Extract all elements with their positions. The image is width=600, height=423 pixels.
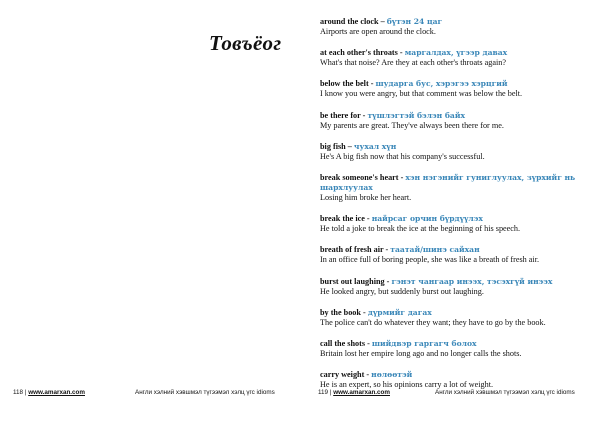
idiom-translation: дүрмийг дагах [367, 307, 432, 317]
idiom-translation: шийдвэр гаргагч болох [371, 338, 477, 348]
page-number: 118 [13, 389, 24, 396]
idiom-example: Britain lost her empire long ago and no longer calls the shots. [320, 348, 522, 358]
idiom-entry [320, 142, 600, 162]
idiom-separator: - [364, 370, 372, 380]
idiom-entry [320, 79, 600, 99]
idiom-example: In an office full of boring people, she was like a breath of fresh air. [320, 255, 540, 265]
footer-separator: | [328, 389, 334, 396]
idiom-phrase: at each other's throats [320, 48, 398, 58]
idiom-phrase: burst out laughing [320, 276, 385, 286]
website-link[interactable]: www.amarxan.com [28, 389, 85, 396]
idiom-example: The police can't do whatever they want; they have to go by the book. [320, 317, 546, 327]
idiom-entry [320, 245, 600, 265]
idiom-translation: нөлөөтэй [371, 370, 413, 380]
idiom-entry [320, 173, 600, 203]
footer-page-ref [13, 388, 85, 398]
idiom-example: My parents are great. They've always been there for me. [320, 120, 504, 130]
footer-separator: | [23, 389, 29, 396]
idiom-example: He looked angry, but suddenly burst out laughing. [320, 286, 484, 296]
idiom-translation: маргалдах, үгээр давах [404, 48, 508, 58]
idiom-separator: - [364, 214, 372, 224]
idiom-entry [320, 277, 600, 297]
idiom-example: He's A big fish now that his company's successful. [320, 151, 485, 161]
idiom-separator: - [360, 110, 368, 120]
idiom-example: He told a joke to break the ice at the beginning of his speech. [320, 224, 521, 234]
idiom-example: I know you were angry, but that comment was below the belt. [320, 89, 523, 99]
idiom-phrase: by the book [320, 307, 361, 317]
idiom-phrase: below the belt [320, 79, 369, 89]
idiom-phrase: carry weight [320, 370, 365, 380]
idiom-phrase: call the shots [320, 338, 366, 348]
idiom-separator: – [378, 17, 387, 26]
idiom-phrase: around the clock [320, 17, 379, 26]
idiom-example: He is an expert, so his opinions carry a lot of weight. [320, 380, 494, 390]
idiom-heading [320, 277, 600, 287]
book-title: Англи хэлний хэвшмэл түгээмэл хэлц үгс idioms [135, 389, 275, 396]
idiom-phrase: breath of fresh air [320, 245, 384, 255]
idiom-heading [320, 79, 600, 89]
idiom-heading [320, 370, 600, 380]
idiom-separator: - [383, 245, 391, 255]
idiom-separator: - [360, 307, 368, 317]
idiom-separator: - [397, 48, 405, 58]
idiom-separator: - [398, 172, 406, 182]
idiom-translation: түшлэгтэй бэлэн байх [367, 110, 465, 120]
idiom-entry [320, 339, 600, 359]
idiom-separator: – [345, 141, 354, 151]
idiom-entry [320, 48, 600, 68]
idiom-separator: - [365, 338, 372, 348]
page-number: 119 [318, 389, 329, 396]
idiom-translation: гэнэт чангаар инээх, тэсэхгүй инээх [391, 276, 553, 286]
idiom-translation: найрсаг орчин бүрдүүлэх [371, 214, 483, 224]
idiom-heading [320, 48, 600, 58]
idiom-entry [320, 17, 600, 37]
idiom-heading [320, 339, 600, 349]
idiom-phrase: break the ice [320, 214, 365, 224]
idiom-phrase: be there for [320, 110, 361, 120]
right-page [300, 0, 600, 423]
idiom-separator: - [384, 276, 392, 286]
idiom-translation: таатай/шинэ сайхан [390, 245, 480, 255]
right-footer [318, 388, 600, 398]
idiom-entry [320, 214, 600, 234]
idiom-separator: - [368, 79, 376, 89]
idiom-phrase: big fish [320, 141, 346, 151]
website-link[interactable]: www.amarxan.com [333, 389, 390, 396]
idiom-heading [320, 111, 600, 121]
idiom-phrase: break someone's heart [320, 172, 399, 182]
idiom-heading [320, 308, 600, 318]
idiom-entry [320, 111, 600, 131]
idiom-example: What's that noise? Are they at each other's throats again? [320, 58, 506, 68]
idiom-translation: бүтэн 24 цаг [386, 17, 443, 26]
idiom-heading [320, 17, 600, 27]
idiom-list [320, 17, 600, 401]
idiom-example: Losing him broke her heart. [320, 192, 412, 202]
section-title: Товъёог [209, 31, 282, 55]
book-title: Англи хэлний хэвшмэл түгээмэл хэлц үгс idioms [435, 389, 575, 396]
idiom-translation: хэн нэгэнийг гуниглуулах, зүрхийг нь шархлуулах [320, 172, 576, 192]
idiom-heading [320, 142, 600, 152]
idiom-translation: чухал хүн [353, 141, 397, 151]
idiom-translation: шударга бус, хэрэгээ хэрцгий [375, 79, 508, 89]
left-footer [13, 388, 300, 398]
idiom-example: Airports are open around the clock. [320, 27, 436, 36]
idiom-heading [320, 173, 600, 193]
idiom-heading [320, 245, 600, 255]
footer-page-ref [318, 388, 390, 398]
idiom-heading [320, 214, 600, 224]
idiom-entry [320, 308, 600, 328]
